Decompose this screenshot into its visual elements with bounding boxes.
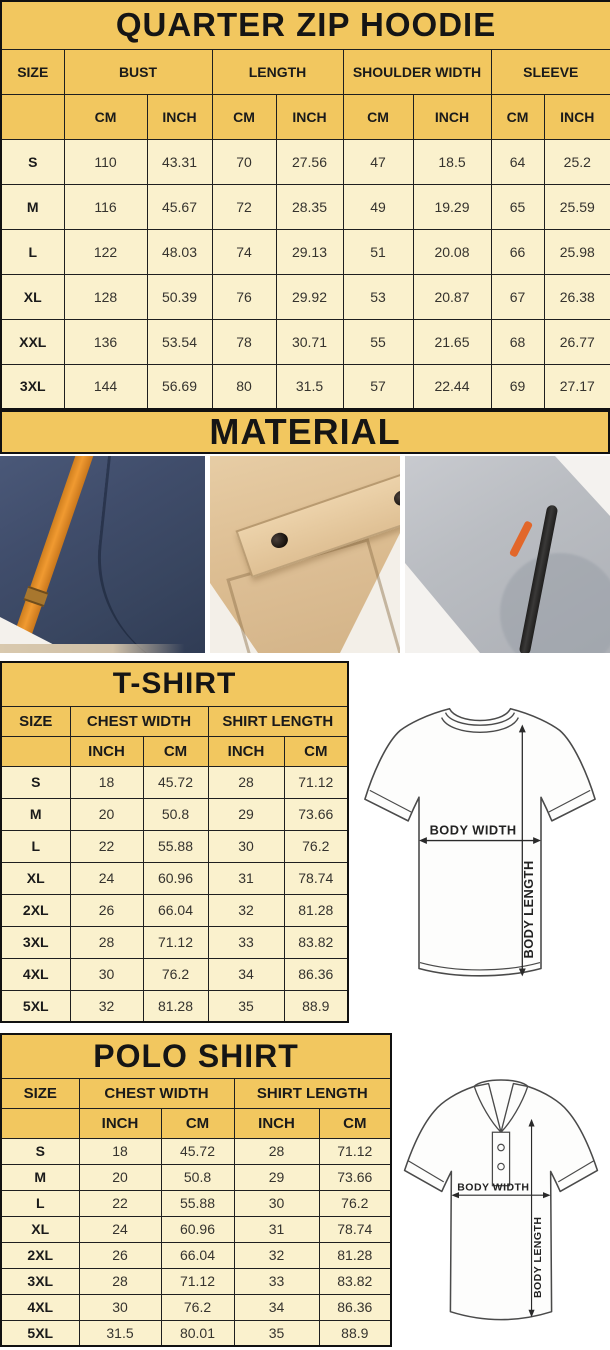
polo-table-title: POLO SHIRT [1, 1034, 391, 1078]
hoodie-size-table [0, 0, 610, 410]
value-cell: 71.12 [284, 766, 348, 798]
polo-unit-header-row [1, 1108, 391, 1138]
empty-cell [1, 94, 64, 139]
table-row [1, 1138, 391, 1164]
table-row [1, 862, 348, 894]
size-label: L [1, 1190, 79, 1216]
table-row [1, 319, 610, 364]
chest-width-group-header: CHEST WIDTH [79, 1078, 234, 1108]
value-cell: 26 [79, 1242, 161, 1268]
value-cell: 28 [79, 1268, 161, 1294]
value-cell: 76.2 [284, 830, 348, 862]
value-cell: 122 [64, 229, 147, 274]
size-label: M [1, 1164, 79, 1190]
value-cell: 30 [208, 830, 284, 862]
value-cell: 20 [79, 1164, 161, 1190]
table-title-row [1, 1, 610, 49]
hoodie-group-header-row [1, 49, 610, 94]
value-cell: 55.88 [161, 1190, 234, 1216]
button [498, 1144, 504, 1150]
value-cell: 22 [70, 830, 143, 862]
value-cell: 65 [491, 184, 544, 229]
value-cell: 35 [208, 990, 284, 1022]
table-row [1, 274, 610, 319]
photo-background-corner [405, 563, 480, 653]
table-row [1, 139, 610, 184]
value-cell: 80 [212, 364, 276, 409]
value-cell: 24 [79, 1216, 161, 1242]
tshirt-outline [364, 709, 594, 976]
value-cell: 50.8 [161, 1164, 234, 1190]
unit-header: INCH [276, 94, 343, 139]
value-cell: 76.2 [161, 1294, 234, 1320]
value-cell: 22 [79, 1190, 161, 1216]
value-cell: 78 [212, 319, 276, 364]
value-cell: 110 [64, 139, 147, 184]
grey-zipper-photo [405, 456, 610, 653]
size-label: 4XL [1, 958, 70, 990]
photo-background-corner [555, 456, 610, 516]
drawstring-buckle [24, 586, 49, 607]
value-cell: 144 [64, 364, 147, 409]
value-cell: 83.82 [284, 926, 348, 958]
unit-header: CM [143, 736, 208, 766]
shoulder-width-group-header: SHOULDER WIDTH [343, 49, 491, 94]
value-cell: 30.71 [276, 319, 343, 364]
unit-header: INCH [234, 1108, 319, 1138]
value-cell: 116 [64, 184, 147, 229]
value-cell: 76.2 [319, 1190, 391, 1216]
table-row [1, 990, 348, 1022]
size-label: M [1, 798, 70, 830]
value-cell: 35 [234, 1320, 319, 1346]
body-width-label: BODY WIDTH [429, 822, 517, 838]
value-cell: 33 [234, 1268, 319, 1294]
table-row [1, 830, 348, 862]
size-label: XXL [1, 319, 64, 364]
value-cell: 29.13 [276, 229, 343, 274]
value-cell: 20 [70, 798, 143, 830]
zipper-pull [509, 520, 533, 557]
value-cell: 45.72 [143, 766, 208, 798]
value-cell: 31.5 [276, 364, 343, 409]
value-cell: 18.5 [413, 139, 491, 184]
unit-header: CM [212, 94, 276, 139]
photo-background-edge [0, 644, 205, 653]
value-cell: 50.39 [147, 274, 212, 319]
fabric-shadow [500, 553, 610, 653]
table-row [1, 1242, 391, 1268]
table-row [1, 798, 348, 830]
value-cell: 49 [343, 184, 413, 229]
table-row [1, 1164, 391, 1190]
value-cell: 76.2 [143, 958, 208, 990]
table-row [1, 766, 348, 798]
navy-drawstring-photo [0, 456, 205, 653]
size-label: 3XL [1, 364, 64, 409]
value-cell: 28 [70, 926, 143, 958]
body-width-label: BODY WIDTH [457, 1181, 530, 1194]
table-row [1, 958, 348, 990]
value-cell: 21.65 [413, 319, 491, 364]
value-cell: 31 [208, 862, 284, 894]
hoodie-unit-header-row [1, 94, 610, 139]
size-label: 5XL [1, 1320, 79, 1346]
size-label: M [1, 184, 64, 229]
empty-cell [1, 736, 70, 766]
value-cell: 20.08 [413, 229, 491, 274]
value-cell: 51 [343, 229, 413, 274]
tshirt-group-header-row [1, 706, 348, 736]
value-cell: 33 [208, 926, 284, 958]
value-cell: 27.17 [544, 364, 610, 409]
unit-header: CM [64, 94, 147, 139]
value-cell: 27.56 [276, 139, 343, 184]
value-cell: 56.69 [147, 364, 212, 409]
value-cell: 69 [491, 364, 544, 409]
value-cell: 32 [70, 990, 143, 1022]
value-cell: 66.04 [161, 1242, 234, 1268]
value-cell: 71.12 [143, 926, 208, 958]
value-cell: 86.36 [284, 958, 348, 990]
unit-header: INCH [544, 94, 610, 139]
value-cell: 22.44 [413, 364, 491, 409]
khaki-pocket-photo [210, 456, 400, 653]
size-label: S [1, 766, 70, 798]
value-cell: 24 [70, 862, 143, 894]
value-cell: 26 [70, 894, 143, 926]
value-cell: 78.74 [284, 862, 348, 894]
value-cell: 74 [212, 229, 276, 274]
size-label: L [1, 830, 70, 862]
size-column-header: SIZE [1, 706, 70, 736]
value-cell: 80.01 [161, 1320, 234, 1346]
value-cell: 76 [212, 274, 276, 319]
table-row [1, 229, 610, 274]
material-banner: MATERIAL [0, 410, 610, 454]
value-cell: 34 [208, 958, 284, 990]
pocket-seam [86, 456, 205, 653]
polo-diagram-area [392, 1033, 610, 1339]
unit-header: CM [491, 94, 544, 139]
value-cell: 29.92 [276, 274, 343, 319]
value-cell: 43.31 [147, 139, 212, 184]
table-row [1, 1190, 391, 1216]
value-cell: 83.82 [319, 1268, 391, 1294]
size-label: 4XL [1, 1294, 79, 1320]
value-cell: 26.77 [544, 319, 610, 364]
value-cell: 26.38 [544, 274, 610, 319]
value-cell: 20.87 [413, 274, 491, 319]
value-cell: 73.66 [319, 1164, 391, 1190]
size-label: 3XL [1, 1268, 79, 1294]
tshirt-section [0, 661, 610, 1023]
size-label: XL [1, 862, 70, 894]
tshirt-diagram-area [349, 661, 610, 996]
value-cell: 128 [64, 274, 147, 319]
value-cell: 28.35 [276, 184, 343, 229]
value-cell: 53.54 [147, 319, 212, 364]
body-length-label: BODY LENGTH [532, 1216, 545, 1299]
size-label: 3XL [1, 926, 70, 958]
polo-section [0, 1033, 610, 1347]
value-cell: 32 [234, 1242, 319, 1268]
value-cell: 19.29 [413, 184, 491, 229]
value-cell: 25.2 [544, 139, 610, 184]
value-cell: 60.96 [161, 1216, 234, 1242]
value-cell: 50.8 [143, 798, 208, 830]
value-cell: 60.96 [143, 862, 208, 894]
polo-outline [405, 1080, 598, 1320]
size-column-header: SIZE [1, 1078, 79, 1108]
value-cell: 25.98 [544, 229, 610, 274]
size-label: 2XL [1, 1242, 79, 1268]
size-label: 2XL [1, 894, 70, 926]
value-cell: 48.03 [147, 229, 212, 274]
value-cell: 53 [343, 274, 413, 319]
value-cell: 55.88 [143, 830, 208, 862]
unit-header: CM [343, 94, 413, 139]
unit-header: INCH [147, 94, 212, 139]
value-cell: 136 [64, 319, 147, 364]
value-cell: 88.9 [319, 1320, 391, 1346]
value-cell: 55 [343, 319, 413, 364]
tshirt-table-title: T-SHIRT [1, 662, 348, 706]
value-cell: 34 [234, 1294, 319, 1320]
value-cell: 30 [70, 958, 143, 990]
size-label: S [1, 1138, 79, 1164]
value-cell: 71.12 [319, 1138, 391, 1164]
unit-header: CM [319, 1108, 391, 1138]
table-row [1, 1268, 391, 1294]
value-cell: 72 [212, 184, 276, 229]
value-cell: 31.5 [79, 1320, 161, 1346]
value-cell: 32 [208, 894, 284, 926]
empty-cell [1, 1108, 79, 1138]
shirt-length-group-header: SHIRT LENGTH [208, 706, 348, 736]
value-cell: 64 [491, 139, 544, 184]
size-label: XL [1, 1216, 79, 1242]
value-cell: 78.74 [319, 1216, 391, 1242]
value-cell: 68 [491, 319, 544, 364]
snap-button [269, 531, 290, 551]
table-row [1, 1294, 391, 1320]
value-cell: 31 [234, 1216, 319, 1242]
value-cell: 30 [79, 1294, 161, 1320]
value-cell: 81.28 [319, 1242, 391, 1268]
orange-drawstring [1, 456, 98, 653]
unit-header: INCH [70, 736, 143, 766]
table-row [1, 894, 348, 926]
value-cell: 18 [70, 766, 143, 798]
value-cell: 28 [234, 1138, 319, 1164]
polo-group-header-row [1, 1078, 391, 1108]
chest-width-group-header: CHEST WIDTH [70, 706, 208, 736]
size-label: XL [1, 274, 64, 319]
hoodie-table-title: QUARTER ZIP HOODIE [1, 1, 610, 49]
table-row [1, 1320, 391, 1346]
polo-measurement-diagram [396, 1061, 606, 1339]
polo-size-table [0, 1033, 392, 1347]
value-cell: 29 [208, 798, 284, 830]
table-row [1, 364, 610, 409]
bust-group-header: BUST [64, 49, 212, 94]
value-cell: 66 [491, 229, 544, 274]
tshirt-size-table [0, 661, 349, 1023]
unit-header: INCH [413, 94, 491, 139]
size-column-header: SIZE [1, 49, 64, 94]
length-group-header: LENGTH [212, 49, 343, 94]
table-title-row [1, 1034, 391, 1078]
unit-header: INCH [208, 736, 284, 766]
tshirt-unit-header-row [1, 736, 348, 766]
value-cell: 66.04 [143, 894, 208, 926]
size-label: L [1, 229, 64, 274]
size-label: 5XL [1, 990, 70, 1022]
sleeve-group-header: SLEEVE [491, 49, 610, 94]
value-cell: 45.67 [147, 184, 212, 229]
value-cell: 29 [234, 1164, 319, 1190]
body-length-label: BODY LENGTH [520, 860, 536, 959]
table-row [1, 184, 610, 229]
value-cell: 70 [212, 139, 276, 184]
snap-button [392, 488, 400, 508]
value-cell: 45.72 [161, 1138, 234, 1164]
value-cell: 81.28 [284, 894, 348, 926]
value-cell: 67 [491, 274, 544, 319]
unit-header: INCH [79, 1108, 161, 1138]
value-cell: 28 [208, 766, 284, 798]
table-row [1, 926, 348, 958]
table-row [1, 1216, 391, 1242]
value-cell: 81.28 [143, 990, 208, 1022]
tshirt-measurement-diagram [355, 691, 605, 996]
value-cell: 18 [79, 1138, 161, 1164]
value-cell: 73.66 [284, 798, 348, 830]
value-cell: 25.59 [544, 184, 610, 229]
unit-header: CM [284, 736, 348, 766]
value-cell: 47 [343, 139, 413, 184]
placket [492, 1132, 509, 1185]
button [498, 1163, 504, 1169]
shirt-length-group-header: SHIRT LENGTH [234, 1078, 391, 1108]
table-title-row [1, 662, 348, 706]
size-label: S [1, 139, 64, 184]
value-cell: 30 [234, 1190, 319, 1216]
material-photos [0, 456, 610, 653]
value-cell: 57 [343, 364, 413, 409]
value-cell: 71.12 [161, 1268, 234, 1294]
value-cell: 88.9 [284, 990, 348, 1022]
unit-header: CM [161, 1108, 234, 1138]
value-cell: 86.36 [319, 1294, 391, 1320]
